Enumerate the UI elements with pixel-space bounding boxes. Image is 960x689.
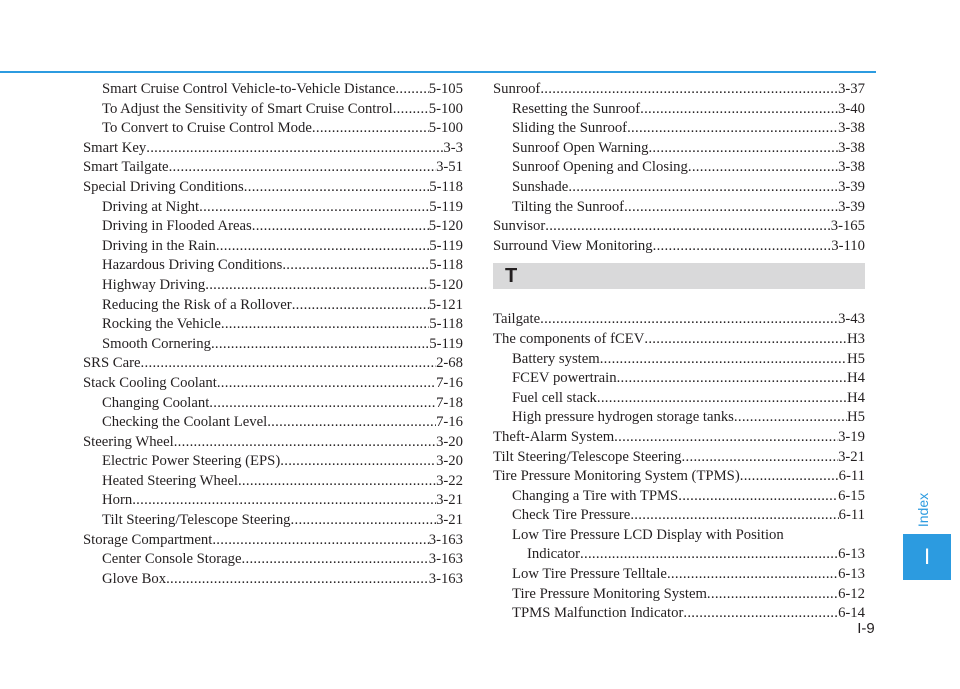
dot-leader	[540, 80, 838, 100]
dot-leader	[395, 80, 428, 100]
dot-leader	[648, 139, 838, 159]
dot-leader	[132, 491, 436, 511]
index-entry-page: 3-38	[838, 120, 865, 137]
index-entry-text: To Adjust the Sensitivity of Smart Cruise Control	[102, 100, 393, 117]
index-entry-text: The components of fCEV	[493, 330, 645, 347]
index-entry-text: Storage Compartment	[83, 531, 213, 548]
section-letter: T	[505, 264, 518, 287]
index-entry-page: 5-119	[429, 335, 463, 352]
dot-leader	[221, 315, 429, 335]
index-entry-text: Smart Cruise Control Vehicle-to-Vehicle Distance	[102, 81, 396, 97]
index-entry-page: 3-20	[436, 433, 463, 450]
index-entry-text: Battery system	[512, 350, 600, 367]
index-entry-text: Surround View Monitoring	[493, 237, 653, 254]
index-entry-page: 3-3	[443, 139, 463, 156]
index-entry[interactable]	[493, 80, 865, 100]
dot-leader	[280, 452, 436, 472]
index-entry-page: 3-40	[838, 100, 865, 117]
index-entry[interactable]	[83, 256, 463, 276]
index-entry-text: Highway Driving	[102, 276, 206, 293]
index-entry-page: 7-16	[436, 414, 463, 431]
index-entry[interactable]	[493, 217, 865, 237]
index-entry[interactable]	[83, 374, 463, 394]
header-rule	[0, 71, 876, 73]
dot-leader	[212, 531, 428, 551]
index-entry-page: 5-118	[429, 316, 463, 333]
index-entry-page: H4	[847, 389, 865, 406]
index-entry-page: 5-118	[429, 257, 463, 274]
index-entry[interactable]	[83, 452, 463, 472]
index-entry-page: 3-163	[428, 531, 463, 548]
index-entry[interactable]	[493, 604, 865, 624]
index-entry-text: SRS Care	[83, 355, 141, 372]
index-entry-text: Check Tire Pressure	[512, 507, 631, 524]
dot-leader	[580, 545, 838, 565]
index-entry-page: 2-68	[436, 355, 463, 372]
index-entry[interactable]	[83, 472, 463, 492]
index-entry-page: 5-120	[428, 218, 463, 235]
index-entry-page: 6-11	[838, 468, 865, 485]
index-entry-page: H3	[847, 330, 865, 347]
index-entry-text: Tire Pressure Monitoring System	[512, 585, 707, 602]
index-entry[interactable]	[493, 119, 865, 139]
dot-leader	[707, 585, 838, 605]
section-header-t	[493, 263, 865, 289]
index-entry-text: Low Tire Pressure LCD Display with Position	[512, 526, 784, 543]
dot-leader	[199, 198, 429, 218]
index-entry-page: 6-14	[838, 605, 865, 622]
index-entry[interactable]	[493, 467, 865, 487]
dot-leader	[614, 428, 838, 448]
index-entry-text: Horn	[102, 492, 133, 509]
index-tab-letter: I	[923, 544, 931, 569]
dot-leader	[216, 237, 429, 257]
index-side-label[interactable]	[903, 480, 943, 540]
dot-leader	[252, 217, 429, 237]
dot-leader	[238, 472, 436, 492]
index-entry-page: 3-163	[428, 551, 463, 568]
dot-leader	[540, 310, 838, 330]
dot-leader	[683, 604, 838, 624]
index-entry-page: 5-105	[428, 81, 463, 97]
index-group-s	[493, 80, 865, 256]
index-entry-text: To Convert to Cruise Control Mode	[102, 120, 312, 137]
index-entry[interactable]	[493, 428, 865, 448]
index-entry[interactable]	[83, 433, 463, 453]
index-entry[interactable]	[83, 178, 463, 198]
index-entry[interactable]	[493, 585, 865, 605]
dot-leader	[624, 198, 838, 218]
index-entry[interactable]	[83, 100, 463, 120]
dot-leader	[667, 565, 838, 585]
index-entry[interactable]	[493, 198, 865, 218]
index-entry[interactable]	[83, 276, 463, 296]
index-entry-page: 6-13	[838, 546, 865, 563]
dot-leader	[644, 330, 847, 350]
index-entry-page: 3-21	[838, 448, 865, 465]
dot-leader	[242, 550, 429, 570]
dot-leader	[640, 100, 838, 120]
index-entry-page: 3-19	[838, 428, 865, 445]
page-number: I-9	[857, 620, 875, 637]
index-entry[interactable]	[83, 315, 463, 335]
index-entry[interactable]	[493, 408, 865, 428]
dot-leader	[169, 158, 436, 178]
index-entry-page: 3-21	[436, 492, 463, 509]
dot-leader	[617, 369, 847, 389]
index-entry-text: Tire Pressure Monitoring System (TPMS)	[493, 468, 740, 485]
dot-leader	[217, 374, 436, 394]
index-entry[interactable]	[83, 354, 463, 374]
dot-leader	[146, 139, 443, 159]
dot-leader	[740, 467, 839, 487]
index-side-text: Index	[915, 492, 931, 528]
index-entry[interactable]	[83, 237, 463, 257]
index-entry[interactable]	[493, 369, 865, 389]
index-entry-text: Changing a Tire with TPMS	[512, 487, 679, 504]
index-entry-page: 3-39	[838, 178, 865, 195]
dot-leader	[205, 276, 429, 296]
index-entry[interactable]	[83, 550, 463, 570]
index-entry-text: Heated Steering Wheel	[102, 472, 238, 489]
index-entry[interactable]	[83, 80, 463, 100]
index-entry-text: Tilt Steering/Telescope Steering	[102, 512, 291, 529]
index-entry[interactable]	[493, 330, 865, 350]
index-entry-page: 6-11	[838, 507, 865, 524]
index-entry[interactable]	[493, 526, 865, 546]
dot-leader	[734, 408, 847, 428]
index-entry-text: Checking the Coolant Level	[102, 414, 268, 431]
index-entry[interactable]	[493, 506, 865, 526]
index-entry-text: TPMS Malfunction Indicator	[512, 605, 684, 622]
index-entry-page: 6-12	[838, 585, 865, 602]
index-entry[interactable]	[83, 413, 463, 433]
index-entry-text: Sunroof Opening and Closing	[512, 159, 688, 176]
dot-leader	[600, 350, 847, 370]
dot-leader	[678, 487, 838, 507]
index-entry-text: FCEV powertrain	[512, 370, 617, 387]
dot-leader	[688, 158, 838, 178]
index-entry-page: 7-16	[436, 374, 463, 391]
index-tab[interactable]	[903, 534, 951, 580]
index-entry-page: 3-38	[838, 139, 865, 156]
index-entry[interactable]	[83, 511, 463, 531]
index-entry-page: H5	[847, 350, 865, 367]
index-entry-text: Driving in the Rain	[102, 237, 216, 254]
index-entry[interactable]	[83, 491, 463, 511]
dot-leader	[545, 217, 830, 237]
index-entry-page: 6-15	[838, 487, 865, 504]
index-entry[interactable]	[83, 335, 463, 355]
index-entry-page: 3-20	[436, 453, 463, 470]
index-entry[interactable]	[493, 158, 865, 178]
index-entry[interactable]	[493, 139, 865, 159]
index-entry-page: 3-165	[830, 218, 865, 235]
index-entry-text: Sunroof Open Warning	[512, 139, 649, 156]
index-entry-text: Stack Cooling Coolant	[83, 374, 217, 391]
index-entry[interactable]	[493, 310, 865, 330]
index-entry-page: H5	[847, 409, 865, 426]
index-entry-page: 3-39	[838, 198, 865, 215]
index-entry-text: Reducing the Risk of a Rollover	[102, 296, 292, 313]
index-entry-text: Tilting the Sunroof	[512, 198, 625, 215]
index-entry-text: Resetting the Sunroof	[512, 100, 641, 117]
index-entry[interactable]	[493, 487, 865, 507]
dot-leader	[141, 354, 437, 374]
index-group-t	[493, 310, 865, 624]
index-entry-text: Sunroof	[493, 81, 541, 97]
index-entry-page: 7-18	[436, 394, 463, 411]
index-entry-text: Special Driving Conditions	[83, 178, 244, 195]
dot-leader	[166, 570, 429, 590]
index-entry-text: Sunvisor	[493, 218, 546, 235]
dot-leader	[292, 296, 429, 316]
dot-leader	[209, 394, 436, 414]
dot-leader	[244, 178, 430, 198]
index-entry-page: 5-100	[428, 100, 463, 117]
index-entry-page: 3-37	[838, 81, 865, 97]
index-entry-text: Driving at Night	[102, 198, 200, 215]
index-entry-text: Smart Tailgate	[83, 159, 169, 176]
index-entry-text: Smooth Cornering	[102, 335, 211, 352]
index-entry-page: 3-110	[831, 237, 865, 254]
index-entry-text: Sliding the Sunroof	[512, 120, 628, 137]
index-entry-text: Hazardous Driving Conditions	[102, 257, 283, 274]
index-entry[interactable]	[493, 565, 865, 585]
index-entry[interactable]	[83, 139, 463, 159]
index-entry-text: High pressure hydrogen storage tanks	[512, 409, 734, 426]
index-entry-page: 3-38	[838, 159, 865, 176]
dot-leader	[312, 119, 429, 139]
dot-leader	[267, 413, 436, 433]
dot-leader	[653, 237, 832, 257]
index-column-right	[493, 80, 865, 624]
dot-leader	[211, 335, 429, 355]
index-entry-page: 5-119	[429, 198, 463, 215]
index-entry-text: Center Console Storage	[102, 551, 242, 568]
index-entry-text: Indicator	[527, 546, 581, 563]
index-entry[interactable]	[83, 198, 463, 218]
index-entry[interactable]	[83, 531, 463, 551]
index-entry-text: Sunshade	[512, 178, 569, 195]
index-entry[interactable]	[493, 178, 865, 198]
index-entry[interactable]	[493, 100, 865, 120]
index-entry[interactable]	[493, 545, 865, 565]
index-entry-text: Tilt Steering/Telescope Steering	[493, 448, 682, 465]
dot-leader	[630, 506, 838, 526]
index-entry-page: 3-163	[428, 570, 463, 587]
dot-leader	[682, 448, 839, 468]
index-entry[interactable]	[493, 237, 865, 257]
index-entry[interactable]	[493, 389, 865, 409]
index-entry-page: 5-100	[428, 120, 463, 137]
index-entry-page: 3-43	[838, 311, 865, 328]
index-entry-text: Low Tire Pressure Telltale	[512, 566, 667, 583]
index-entry-text: Rocking the Vehicle	[102, 316, 221, 333]
index-entry[interactable]	[493, 350, 865, 370]
index-column-left	[83, 80, 463, 589]
index-entry[interactable]	[83, 296, 463, 316]
dot-leader	[282, 256, 429, 276]
index-entry-text: Theft-Alarm System	[493, 428, 615, 445]
dot-leader	[291, 511, 437, 531]
dot-leader	[568, 178, 838, 198]
index-entry-page: 5-119	[429, 237, 463, 254]
index-entry[interactable]	[83, 119, 463, 139]
index-entry-text: Electric Power Steering (EPS)	[102, 453, 281, 470]
index-entry-page: H4	[847, 370, 865, 387]
index-entry-text: Driving in Flooded Areas	[102, 218, 252, 235]
index-entry[interactable]	[493, 448, 865, 468]
index-entry-page: 5-118	[429, 178, 463, 195]
index-entry-text: Fuel cell stack	[512, 389, 597, 406]
dot-leader	[597, 389, 847, 409]
index-entry-page: 3-51	[436, 159, 463, 176]
dot-leader	[393, 100, 429, 120]
index-entry-page: 3-21	[436, 512, 463, 529]
index-entry[interactable]	[83, 158, 463, 178]
index-entry-page: 5-121	[428, 296, 463, 313]
index-entry-text: Tailgate	[493, 311, 541, 328]
index-entry-text: Steering Wheel	[83, 433, 174, 450]
index-entry-text: Smart Key	[83, 139, 147, 156]
index-entry[interactable]	[83, 394, 463, 414]
index-entry-page: 5-120	[428, 276, 463, 293]
index-entry-page: 6-13	[838, 566, 865, 583]
index-entry-text: Glove Box	[102, 570, 167, 587]
section-gap	[493, 295, 865, 310]
index-entry-page: 3-22	[436, 472, 463, 489]
index-entry-text: Changing Coolant	[102, 394, 210, 411]
index-entry[interactable]	[83, 217, 463, 237]
index-entry[interactable]	[83, 570, 463, 590]
dot-leader	[174, 433, 436, 453]
dot-leader	[627, 119, 838, 139]
